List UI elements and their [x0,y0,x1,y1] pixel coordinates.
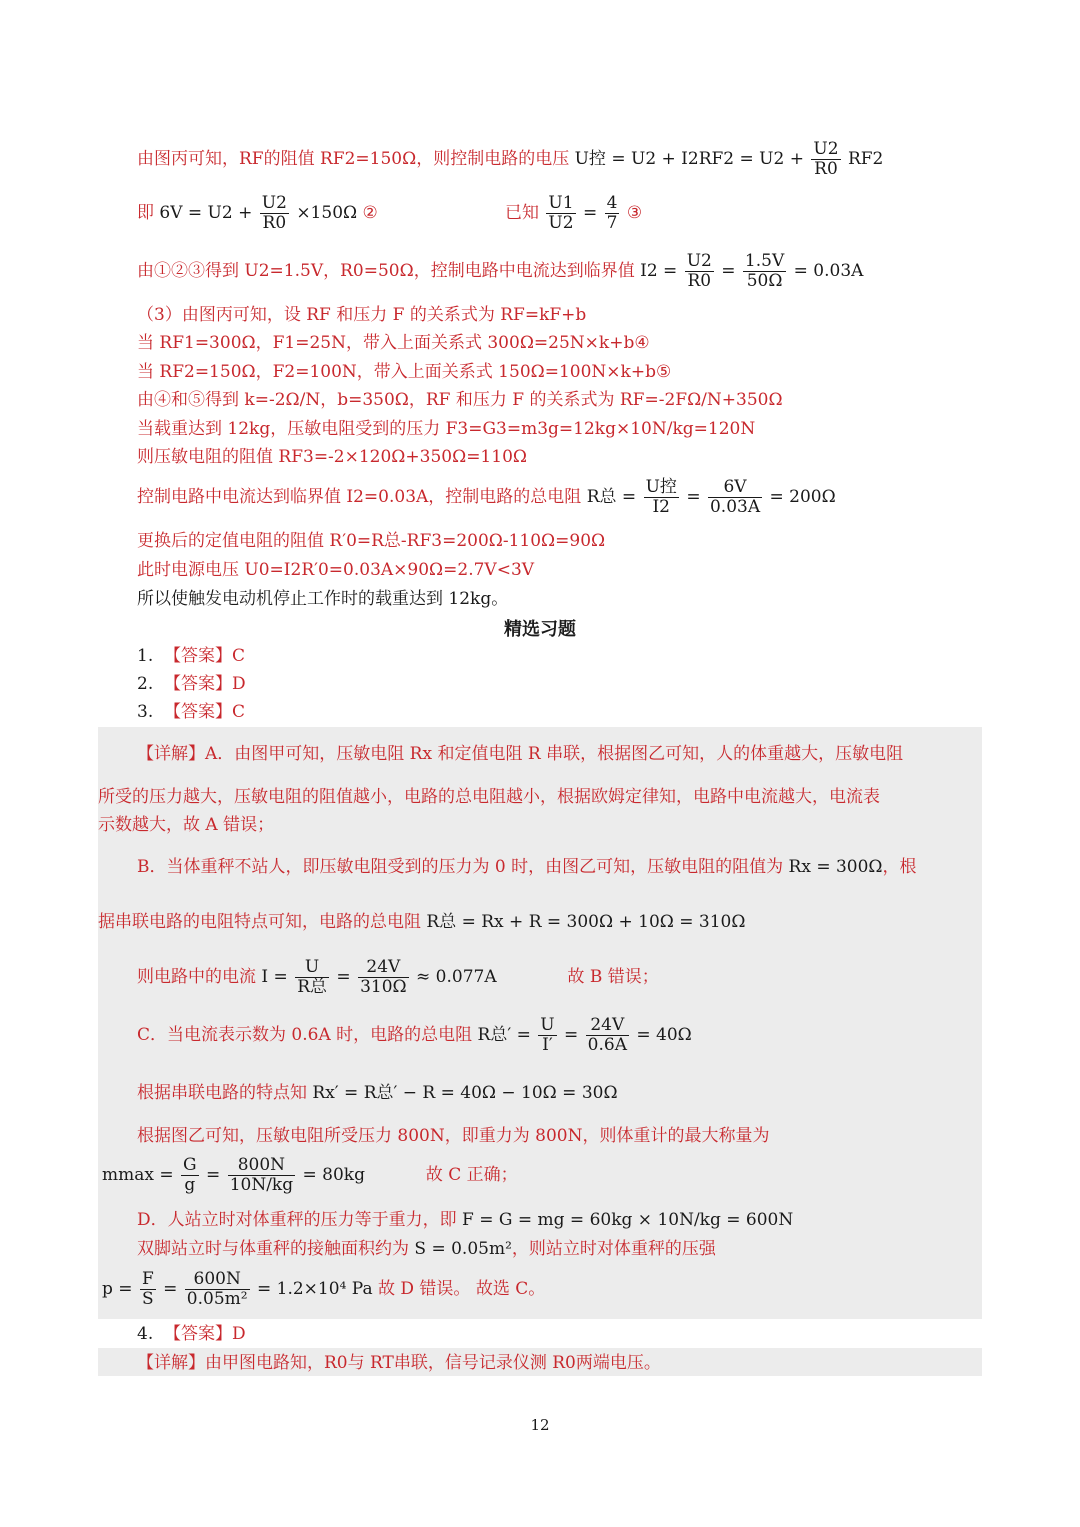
detail3-d3: p = $\frac{F}{S}$ = $\frac{600N}{\text{0.05m²}}$ = 1.2×10⁴ Pa 故 D 错误。 故选 C。 [102,1269,546,1309]
answer-1: 1. 【答案】C [137,646,246,666]
detail3-c4: mmax = $\frac{G}{g}$ = $\frac{800N}{10N/kg}$ = 80kg 故 C 正确； [102,1155,518,1195]
solution-line-6: 当 RF2=150Ω，F2=100N，带入上面关系式 150Ω=100N×k+b⑤ [137,362,672,382]
detail4: 【详解】由甲图电路知，R0与 RT串联，信号记录仪测 R0两端电压。 [137,1353,661,1373]
solution-line-7: 由④和⑤得到 k=-2Ω/N，b=350Ω，RF 和压力 F 的关系式为 RF=-2FΩ/N+350Ω [137,390,783,410]
detail3-b2: 据串联电路的电阻特点可知，电路的总电阻 R总 = Rx + R = 300Ω + 10Ω = 310Ω [98,912,746,932]
line10-text: 控制电路中电流达到临界值 I2=0.03A，控制电路的总电阻 [137,487,582,507]
detail3-c2: 根据串联电路的特点知 Rx′ = R总′ − R = 40Ω − 10Ω = 30Ω [137,1083,618,1103]
solution-line-11: 更换后的定值电阻的阻值 R′0=R总-RF3=200Ω-110Ω=90Ω [137,531,606,551]
line2b-fraction-2: $\frac{4}{7}$ [606,193,618,233]
line3-result: = 0.03A [793,261,864,281]
line2-prefix: 即 [137,203,154,223]
d3-fraction-1: $\frac{F}{S}$ [141,1269,154,1309]
section-title: 精选习题 [504,619,576,640]
solution-line-8: 当载重达到 12kg，压敏电阻受到的压力 F3=G3=m3g=12kg×10N/kg=120N [137,419,756,439]
solution-line-5: 当 RF1=300Ω，F1=25N，带入上面关系式 300Ω=25N×k+b④ [137,333,650,353]
solution-line-2 [137,194,378,233]
line3-fraction-1: $\frac{U2}{R0}$ [686,251,712,291]
line2b-prefix: 已知 [505,203,539,223]
c4-fraction-1: $\frac{G}{g}$ [183,1155,197,1195]
detail3-a1: 【详解】A．由图甲可知，压敏电阻 Rx 和定值电阻 R 串联，根据图乙可知，人的体重越大，压敏电阻 [137,744,904,764]
b3-fraction-1: U R总 [297,957,327,997]
line10-fraction-2: $\frac{6V}{0.03A}$ [709,477,761,517]
detail3-d2: 双脚站立时与体重秤的接触面积约为 S = 0.05m²，则站立时对体重秤的压强 [137,1239,716,1259]
detail3-a3: 示数越大，故 A 错误； [98,815,275,835]
line10-math: R总 = [586,487,637,507]
detail3-b1: B．当体重秤不站人，即压敏电阻受到的压力为 0 时，由图乙可知，压敏电阻的阻值为 Rx = 300Ω，根 [137,857,917,877]
detail3-a2: 所受的压力越大，压敏电阻的阻值越小，电路的总电阻越小，根据欧姆定律知，电路中电流越大，电流表 [98,787,880,807]
page-number: 12 [530,1416,550,1434]
solution-line-1 [137,140,883,179]
solution-line-3: 由①②③得到 U2=1.5V，R0=50Ω，控制电路中电流达到临界值 I2 = $\frac{U2}{R0}$ = $\frac{1.5V}{50\Omega}$ = 0.03A [137,251,864,291]
line2b-eq: = [582,203,598,223]
line2-math-a: 6V = U2 + [159,203,253,223]
c1-fraction-1: $\frac{U}{I'}$ [540,1015,555,1055]
line1-tail: RF2 [847,149,884,169]
solution-line-10: 控制电路中电流达到临界值 I2=0.03A，控制电路的总电阻 R总 = U控 I2 = $\frac{6V}{0.03A}$ = 200Ω [137,477,836,517]
line1-math: U控 = U2 + I2RF2 = U2 + [574,149,804,169]
solution-line-9: 则压敏电阻的阻值 RF3=-2×120Ω+350Ω=110Ω [137,447,527,467]
line3-text: 由①②③得到 U2=1.5V，R0=50Ω，控制电路中电流达到临界值 [137,261,635,281]
solution-line-4: （3）由图丙可知，设 RF 和压力 F 的关系式为 RF=kF+b [137,305,587,325]
detail3-c1: C．当电流表示数为 0.6A 时，电路的总电阻 R总′ = $\frac{U}{I'}$ = $\frac{24V}{0.6A}$ = 40Ω [137,1015,692,1055]
detail3-d1: D．人站立时对体重秤的压力等于重力，即 F = G = mg = 60kg × 10N/kg = 600N [137,1210,794,1230]
answer-2: 2. 【答案】D [137,674,246,694]
c4-fraction-2: $\frac{800N}{10N/kg}$ [229,1155,294,1195]
c1-fraction-2: $\frac{24V}{0.6A}$ [587,1015,627,1055]
solution-line-2b [505,194,642,233]
line1-text: 由图丙可知，RF的阻值 RF2=150Ω，则控制电路的电压 [137,149,570,169]
line10-result: = 200Ω [769,487,836,507]
b3-fraction-2: $\frac{24V}{310\Omega}$ [360,957,407,997]
line10-fraction-1: U控 I2 [645,477,677,517]
line3-math-a: I2 = [640,261,678,281]
line2-math-b: ×150Ω [296,203,358,223]
solution-line-12: 此时电源电压 U0=I2R′0=0.03A×90Ω=2.7V<3V [137,560,535,580]
answer-4: 4. 【答案】D [137,1324,246,1344]
answer-3: 3. 【答案】C [137,702,246,722]
detail3-b3: 则电路中的电流 I = U R总 = $\frac{24V}{310\Omega}$ ≈ 0.077A 故 B 错误； [137,957,659,997]
line2-fraction: $\frac{U2}{R0}$ [261,193,287,233]
d3-fraction-2: $\frac{600N}{\text{0.05m²}}$ [186,1269,248,1309]
detail3-c3: 根据图乙可知，压敏电阻所受压力 800N，即重力为 800N，则体重计的最大称量为 [137,1126,770,1146]
line3-fraction-2: $\frac{1.5V}{50\Omega}$ [744,251,785,291]
line1-fraction: $\frac{U2}{R0}$ [813,139,839,179]
solution-line-13: 所以使触发电动机停止工作时的载重达到 12kg。 [137,589,509,609]
line2b-mark: ③ [626,203,643,223]
line2b-fraction-1: $\frac{U1}{U2}$ [548,193,574,233]
line2-mark: ② [362,203,378,223]
